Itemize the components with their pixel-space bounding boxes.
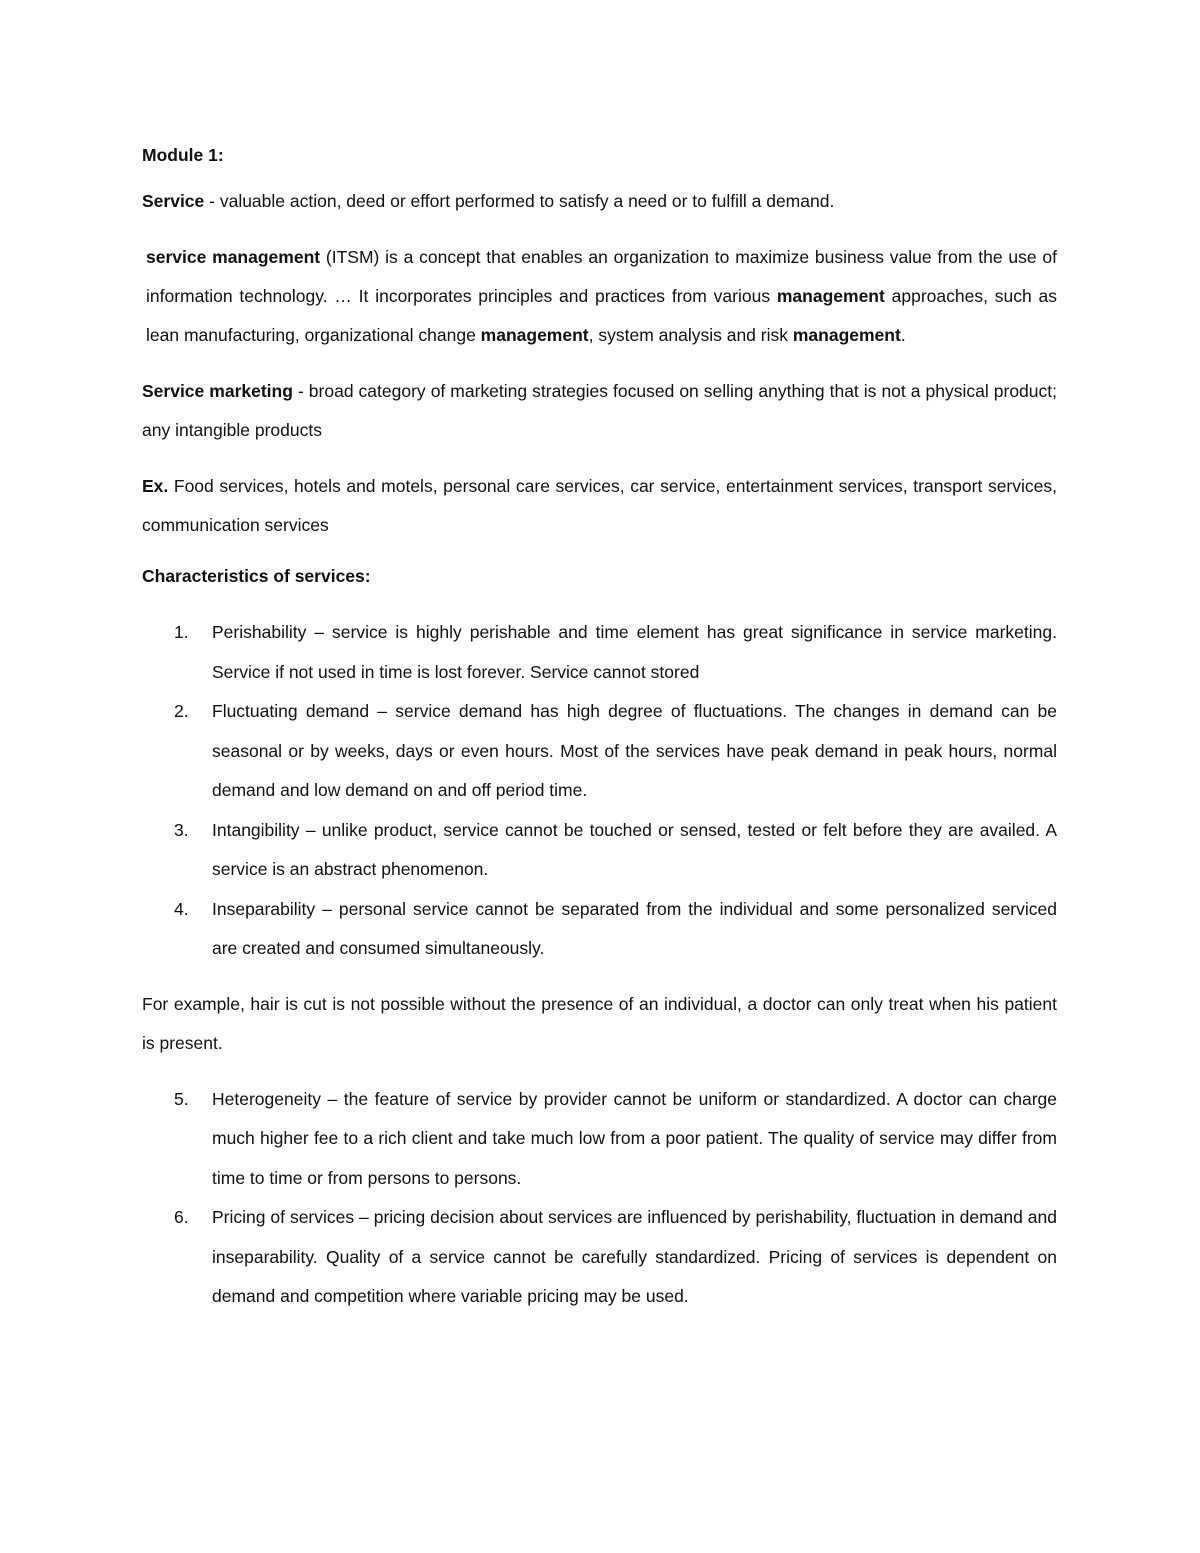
list-item bbox=[142, 1080, 1057, 1199]
service-management-text-2: approaches, such as lean manufacturing, organizational change bbox=[146, 286, 1057, 345]
list-item-text: Intangibility – unlike product, service cannot be touched or sensed, tested or felt before they are availed. A service is an abstract phenomenon. bbox=[212, 819, 1057, 879]
list-item-number: 2. bbox=[174, 701, 189, 721]
management-term-3: management bbox=[480, 325, 589, 345]
service-management-paragraph bbox=[142, 238, 1057, 355]
service-term: Service bbox=[142, 191, 205, 211]
list-item-number: 4. bbox=[174, 898, 189, 919]
management-term-4: management bbox=[792, 325, 901, 345]
list-item-text: Fluctuating demand – service demand has high degree of fluctuations. The changes in demand can be seasonal or by weeks, days or even hours. Most of the services have peak demand in peak hours, normal demand and low demand on and off period time. bbox=[212, 701, 1057, 800]
service-management-text-3: , system analysis and risk bbox=[588, 325, 793, 345]
service-marketing-paragraph bbox=[142, 372, 1057, 450]
service-definition bbox=[142, 187, 1057, 216]
list-item-number: 6. bbox=[174, 1207, 189, 1227]
list-item-text: Inseparability – personal service cannot be separated from the individual and some personalized serviced are created and consumed simultaneously. bbox=[212, 898, 1057, 958]
list-item-number: 3. bbox=[174, 819, 189, 840]
service-definition-text: - valuable action, deed or effort performed to satisfy a need or to fulfill a demand. bbox=[204, 191, 835, 211]
module-title: Module 1: bbox=[142, 145, 224, 165]
characteristics-heading bbox=[142, 562, 1057, 591]
characteristics-list-continued bbox=[142, 1080, 1057, 1317]
service-marketing-text: - broad category of marketing strategies focused on selling anything that is not a physical product; any intangible products bbox=[142, 381, 1057, 440]
list-item bbox=[142, 890, 1057, 969]
list-item-text: Heterogeneity – the feature of service by provider cannot be uniform or standardized. A doctor can charge much higher fee to a rich client and take much low from a poor patient. The quality of service may differ from time to time or from persons to persons. bbox=[212, 1088, 1057, 1188]
examples-text: Food services, hotels and motels, personal care services, car service, entertainment services, transport services, communication services bbox=[142, 476, 1057, 535]
service-management-text-4: . bbox=[900, 325, 906, 345]
service-marketing-term: Service marketing bbox=[142, 381, 293, 401]
list-item bbox=[142, 1198, 1057, 1317]
example-paragraph: For example, hair is cut is not possible without the presence of an individual, a doctor can only treat when his patient is present. bbox=[142, 993, 1057, 1053]
list-item-number: 5. bbox=[174, 1088, 189, 1109]
examples-term: Ex. bbox=[142, 476, 169, 496]
list-item bbox=[142, 613, 1057, 692]
list-item-number: 1. bbox=[174, 622, 189, 642]
list-item-text: Pricing of services – pricing decision about services are influenced by perishability, fluctuation in demand and inseparability. Quality of a service cannot be carefully standardized. Pricing of services is dependent on demand and competition where variable pricing may be used. bbox=[212, 1207, 1057, 1306]
characteristics-list bbox=[142, 613, 1057, 969]
characteristics-heading-text: Characteristics of services: bbox=[142, 566, 371, 586]
service-management-term: service management bbox=[146, 247, 321, 267]
list-item bbox=[142, 811, 1057, 890]
list-item bbox=[142, 692, 1057, 811]
management-term-2: management bbox=[776, 286, 885, 306]
examples-paragraph bbox=[142, 467, 1057, 545]
service-management-text-1: (ITSM) is a concept that enables an organization to maximize business value from the use of information technology. … It incorporates principles and practices from various bbox=[146, 247, 1057, 306]
list-item-text: Perishability – service is highly perishable and time element has great significance in service marketing. Service if not used in time is lost forever. Service cannot stored bbox=[212, 622, 1057, 682]
